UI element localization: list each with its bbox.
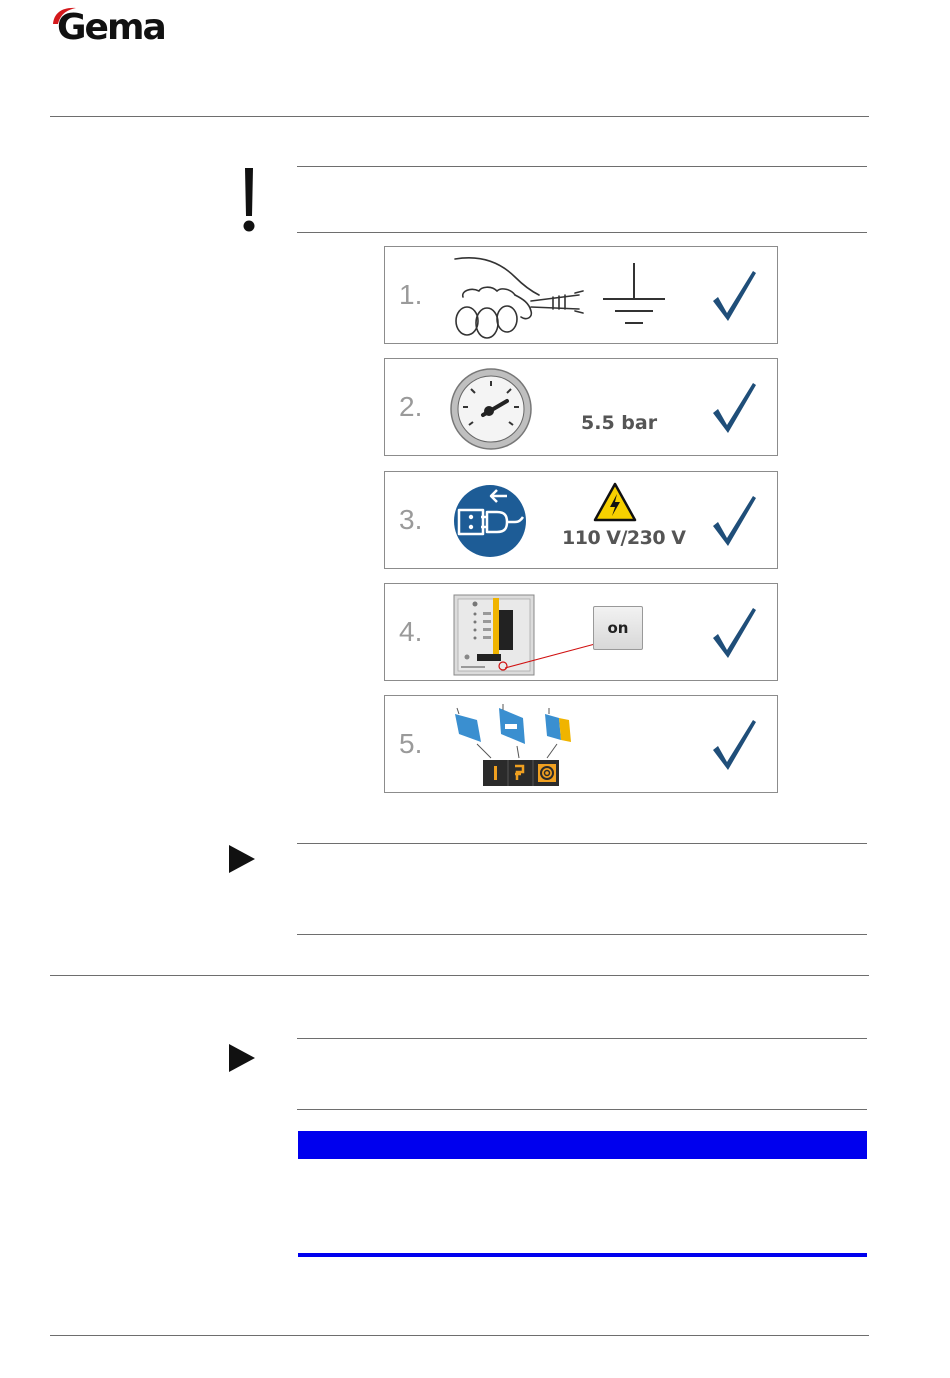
ground-symbol-icon xyxy=(599,261,669,331)
step-5-panel xyxy=(384,695,778,793)
gema-logo xyxy=(50,4,190,52)
voltage-label: 110 V/230 V xyxy=(562,527,686,549)
logo-text: Gema xyxy=(57,7,165,48)
check-icon xyxy=(711,494,757,548)
pressure-label: 5.5 bar xyxy=(581,412,658,434)
callout-line xyxy=(503,624,603,672)
footer-rule xyxy=(50,1335,869,1336)
exclamation-icon xyxy=(238,166,260,234)
check-icon xyxy=(711,606,757,660)
action2-rule-top xyxy=(297,1038,867,1039)
note-bottom-rule xyxy=(298,1253,867,1257)
note-header-bar xyxy=(298,1131,867,1159)
check-icon xyxy=(711,381,757,435)
check-icon xyxy=(711,269,757,323)
mode-keys-icon xyxy=(451,704,581,788)
step-number: 5. xyxy=(399,728,423,759)
on-key-label: on xyxy=(607,619,629,637)
step-number: 1. xyxy=(399,279,423,310)
warning-rule-top xyxy=(297,166,867,167)
grounding-clamp-hand-icon xyxy=(449,251,587,341)
section-rule xyxy=(50,975,869,976)
action-rule-top xyxy=(297,843,867,844)
action-rule-bottom xyxy=(297,934,867,935)
warning-rule-bottom xyxy=(297,232,867,233)
on-key xyxy=(593,606,643,650)
pressure-gauge-icon xyxy=(449,367,533,451)
action2-rule-bottom xyxy=(297,1109,867,1110)
step-number: 4. xyxy=(399,616,423,647)
step-2-panel xyxy=(384,358,778,456)
arrow-right-icon xyxy=(229,1044,255,1072)
step-number: 2. xyxy=(399,391,423,422)
mains-plug-icon xyxy=(453,484,527,558)
step-3-panel xyxy=(384,471,778,569)
step-number: 3. xyxy=(399,504,423,535)
step-1-panel xyxy=(384,246,778,344)
header-rule xyxy=(50,116,869,117)
arrow-right-icon xyxy=(229,845,255,873)
high-voltage-warning-icon xyxy=(593,482,637,522)
check-icon xyxy=(711,718,757,772)
step-4-panel xyxy=(384,583,778,681)
